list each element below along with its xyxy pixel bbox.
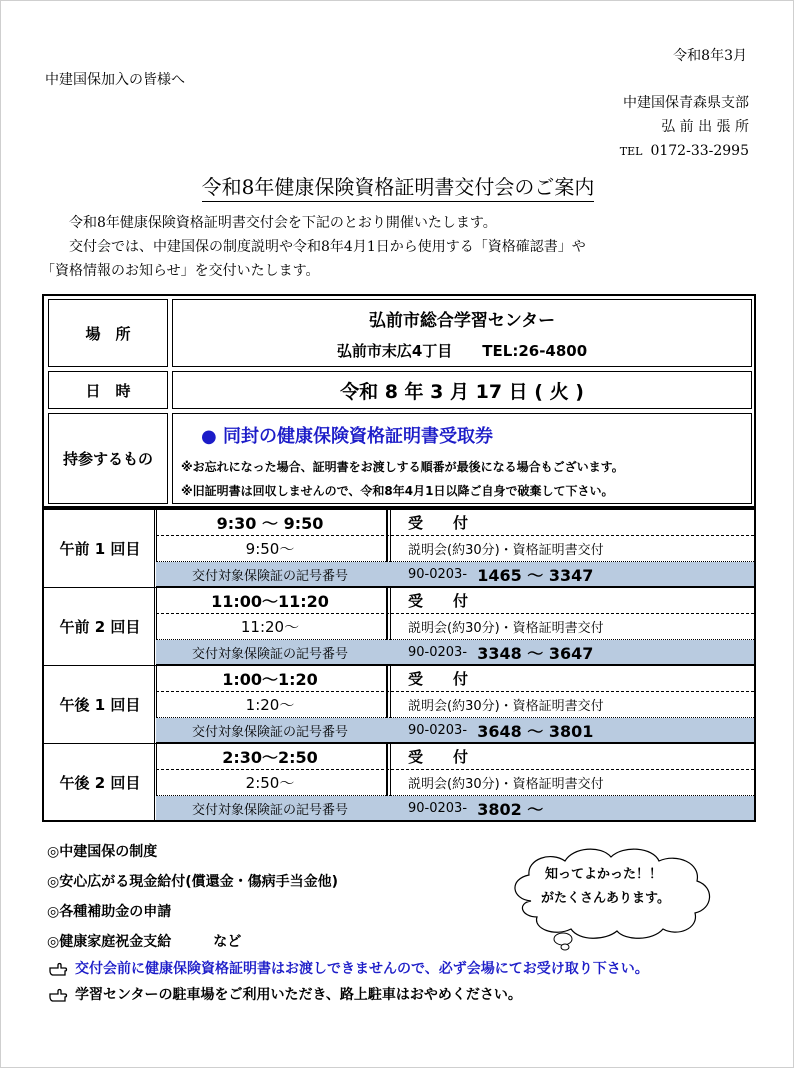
place-address: 弘前市末広4丁目: [336, 342, 453, 360]
page-title-text: 令和8年健康保険資格証明書交付会のご案内: [202, 175, 595, 202]
code-label: 交付対象保険証の記号番号: [191, 646, 348, 662]
topics-list: [47, 837, 338, 957]
sender-block: [620, 91, 749, 164]
intro-line-1: 令和8年健康保険資格証明書交付会を下記のとおり開催いたします。: [69, 215, 497, 231]
talk-desc: 説明会(約30分)・資格証明書交付: [408, 543, 604, 558]
intro-line-2: 交付会では、中建国保の制度説明や令和8年4月1日から使用する「資格確認書」や: [69, 239, 586, 255]
code-value: [390, 562, 754, 586]
talk-desc: 説明会(約30分)・資格証明書交付: [408, 699, 604, 714]
place-name: 弘前市総合学習センター: [368, 311, 556, 331]
cloud-text: [541, 863, 670, 911]
session-talk-row: [156, 536, 754, 562]
talk-desc: 説明会(約30分)・資格証明書交付: [408, 777, 604, 792]
session-label: 午後 1 回目: [44, 666, 156, 744]
code-value: [390, 718, 754, 742]
code-range: 3648 ～ 3801: [477, 721, 594, 741]
cloud-line-2: がたくさんあります。: [541, 891, 670, 906]
info-table: [42, 294, 756, 508]
code-prefix: 90-0203-: [408, 722, 468, 738]
session-reception-row: [156, 588, 754, 614]
session-reception-row: [156, 510, 754, 536]
session-reception-row: [156, 666, 754, 692]
bring-item: ● 同封の健康保険資格証明書受取券: [201, 426, 493, 447]
session-code-row: [156, 562, 754, 588]
session-label: 午前 1 回目: [44, 510, 156, 588]
session-code-row: [156, 640, 754, 666]
note-parking: [47, 984, 522, 1004]
reception-time: 1:00～1:20: [222, 670, 318, 689]
topic-item: ◎安心広がる現金給付(償還金・傷病手当金他): [47, 874, 339, 890]
note-pickup: [47, 958, 649, 978]
place-address-line: [173, 340, 751, 361]
reception-label: 受 付: [408, 670, 469, 688]
pointing-hand-icon: [47, 987, 69, 1003]
code-range: 3802 ～: [477, 799, 544, 819]
note-parking-text: 学習センターの駐車場をご利用いただき、路上駐車はおやめください。: [75, 987, 522, 1003]
talk-time: 1:20～: [245, 696, 295, 714]
reception-label: 受 付: [408, 748, 469, 766]
note-pickup-text: 交付会前に健康保険資格証明書はお渡しできませんので、必ず会場にてお受け取り下さい。: [75, 961, 649, 977]
place-label: 場 所: [48, 299, 168, 367]
addressee: 中建国保加入の皆様へ: [45, 72, 185, 88]
session-talk-row: [156, 614, 754, 640]
talk-time: 11:20～: [240, 618, 300, 636]
sender-tel: 0172-33-2995: [650, 143, 749, 159]
sender-office: 弘 前 出 張 所: [661, 119, 749, 135]
session-label: 午前 2 回目: [44, 588, 156, 666]
code-value: [390, 796, 754, 820]
bring-note-1: ※お忘れになった場合、証明書をお渡しする順番が最後になる場合もございます。: [181, 460, 624, 474]
topic-item: ◎健康家庭祝金支給 など: [47, 934, 242, 950]
reception-time: 2:30～2:50: [222, 748, 318, 767]
sender-tel-line: [620, 139, 749, 164]
session-code-row: [156, 718, 754, 744]
code-range: 1465 ～ 3347: [477, 565, 594, 585]
sender-org: 中建国保青森県支部: [623, 95, 749, 111]
bring-note-2: ※旧証明書は回収しませんので、令和8年4月1日以降ご自身で破棄して下さい。: [181, 484, 614, 498]
reception-label: 受 付: [408, 592, 469, 610]
session-talk-row: [156, 692, 754, 718]
pointing-hand-icon: [47, 961, 69, 977]
code-range: 3348 ～ 3647: [477, 643, 594, 663]
tel-mark: TEL: [619, 145, 643, 158]
date-label: 日 時: [48, 371, 168, 409]
session-code-row: [156, 796, 754, 820]
issue-date: 令和8年3月: [673, 48, 747, 64]
session-reception-row: [156, 744, 754, 770]
page-title: [1, 171, 794, 200]
intro-line-3: 「資格情報のお知らせ」を交付いたします。: [41, 263, 320, 279]
date-cell: [172, 371, 752, 409]
session-label: 午後 2 回目: [59, 773, 141, 792]
intro-paragraph: [41, 211, 745, 283]
reception-time: 9:30 ～ 9:50: [216, 514, 324, 533]
session-talk-row: [156, 770, 754, 796]
bring-cell: [172, 413, 752, 504]
topic-item: ◎中建国保の制度: [47, 844, 158, 860]
reception-label: 受 付: [408, 514, 469, 532]
topic-item: ◎各種補助金の申請: [47, 904, 172, 920]
place-cell: [172, 299, 752, 367]
code-prefix: 90-0203-: [408, 644, 468, 660]
code-label: 交付対象保険証の記号番号: [191, 568, 348, 584]
talk-desc: 説明会(約30分)・資格証明書交付: [408, 621, 604, 636]
place-tel: TEL:26-4800: [482, 342, 588, 360]
cloud-line-1: 知ってよかった！！: [545, 867, 663, 882]
code-label: 交付対象保険証の記号番号: [191, 802, 348, 818]
code-value: [390, 640, 754, 664]
code-label: 交付対象保険証の記号番号: [191, 724, 348, 740]
reception-time: 11:00～11:20: [211, 592, 329, 611]
event-date: 令和 8 年 3 月 17 日 ( 火 ): [340, 380, 584, 403]
talk-time: 2:50～: [245, 774, 295, 792]
bring-label: 持参するもの: [48, 413, 168, 504]
schedule-table: [42, 508, 756, 822]
code-prefix: 90-0203-: [408, 800, 468, 816]
code-prefix: 90-0203-: [408, 566, 468, 582]
talk-time: 9:50～: [245, 540, 295, 558]
